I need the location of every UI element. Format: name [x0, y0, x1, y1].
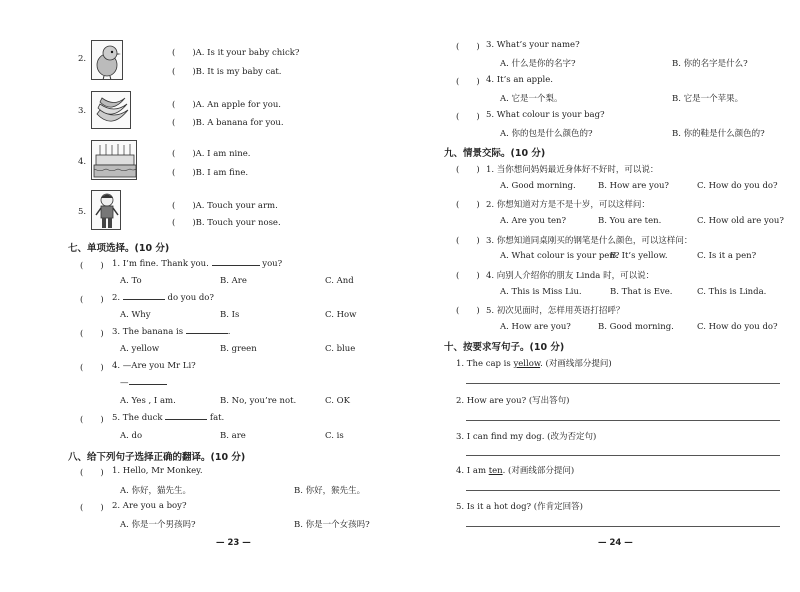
question-8-3: 3. What’s your name? — [486, 40, 580, 50]
chick-icon — [91, 40, 123, 80]
item-number: 4. — [78, 157, 87, 167]
answer-paren: ( ) — [80, 415, 104, 425]
answer-paren: ( ) — [456, 112, 480, 122]
option-a: A. Why — [120, 310, 151, 320]
option-b: B. It’s yellow. — [610, 251, 668, 261]
reply-line: — — [120, 378, 167, 388]
answer-line[interactable] — [466, 526, 780, 527]
page-number: — 23 — — [216, 538, 251, 548]
answer-line[interactable] — [466, 455, 780, 456]
option-b: B. green — [220, 344, 257, 354]
question-9-1: 1. 当你想问妈妈最近身体好不好时，可以说： — [486, 165, 659, 175]
question-10-5: 5. Is it a hot dog? (作肯定回答) — [456, 502, 583, 512]
boy-icon — [91, 190, 121, 230]
section-7-title: 七、单项选择。(10 分) — [68, 243, 170, 254]
option-b: ( )B. I am fine. — [172, 168, 249, 178]
option-c: C. This is Linda. — [697, 287, 767, 297]
option-a: A. Good morning. — [500, 181, 576, 191]
option-a: A. Yes , I am. — [120, 396, 176, 406]
question-7-4: 4. —Are you Mr Li? — [112, 361, 196, 371]
option-a: A. To — [120, 276, 142, 286]
option-a: A. This is Miss Liu. — [500, 287, 582, 297]
cake-icon — [91, 140, 137, 180]
option-c: C. And — [325, 276, 354, 286]
page-number: — 24 — — [598, 538, 633, 548]
option-a: A. 你好，猫先生。 — [120, 486, 192, 496]
question-10-1: 1. The cap is yellow. (对画线部分提问) — [456, 359, 612, 369]
question-9-3: 3. 你想知道同桌刚买的钢笔是什么颜色，可以这样问： — [486, 236, 693, 246]
question-8-2: 2. Are you a boy? — [112, 501, 187, 511]
question-10-3: 3. I can find my dog. (改为否定句) — [456, 432, 597, 442]
question-7-5: 5. The duck fat. — [112, 413, 225, 423]
question-8-5: 5. What colour is your bag? — [486, 110, 605, 120]
answer-paren: ( ) — [456, 271, 480, 281]
option-a: ( )A. An apple for you. — [172, 100, 282, 110]
answer-paren: ( ) — [80, 329, 104, 339]
option-c: C. OK — [325, 396, 350, 406]
option-b: ( )B. A banana for you. — [172, 118, 284, 128]
option-b: B. 你的名字是什么? — [672, 59, 748, 69]
option-c: C. is — [325, 431, 344, 441]
answer-paren: ( ) — [80, 363, 104, 373]
option-b: B. That is Eve. — [610, 287, 673, 297]
option-c: C. How — [325, 310, 357, 320]
option-c: C. How do you do? — [697, 181, 778, 191]
option-a: A. yellow — [120, 344, 160, 354]
option-c: C. Is it a pen? — [697, 251, 757, 261]
option-a: ( )A. I am nine. — [172, 149, 251, 159]
option-b: B. are — [220, 431, 246, 441]
option-a: A. 你的包是什么颜色的? — [500, 129, 593, 139]
answer-paren: ( ) — [456, 236, 480, 246]
option-b: B. 你的鞋是什么颜色的? — [672, 129, 765, 139]
option-a: ( )A. Touch your arm. — [172, 201, 278, 211]
answer-paren: ( ) — [456, 306, 480, 316]
question-9-2: 2. 你想知道对方是不是十岁，可以这样问： — [486, 200, 650, 210]
answer-paren: ( ) — [456, 77, 480, 87]
option-b: B. How are you? — [598, 181, 669, 191]
option-b: B. Is — [220, 310, 240, 320]
section-9-title: 九、情景交际。(10 分) — [444, 148, 546, 159]
option-b: B. 它是一个苹果。 — [672, 94, 744, 104]
answer-line[interactable] — [466, 490, 780, 491]
answer-paren: ( ) — [456, 200, 480, 210]
option-b: B. Good morning. — [598, 322, 674, 332]
answer-paren: ( ) — [456, 165, 480, 175]
banana-icon — [91, 91, 131, 129]
question-7-3: 3. The banana is . — [112, 327, 231, 337]
answer-line[interactable] — [466, 420, 780, 421]
question-8-4: 4. It’s an apple. — [486, 75, 553, 85]
question-9-4: 4. 向别人介绍你的朋友 Linda 时，可以说： — [486, 271, 655, 281]
answer-paren: ( ) — [80, 468, 104, 478]
question-7-1: 1. I’m fine. Thank you. you? — [112, 259, 283, 269]
option-c: C. blue — [325, 344, 356, 354]
option-a: A. Are you ten? — [500, 216, 567, 226]
question-10-2: 2. How are you? (写出答句) — [456, 396, 570, 406]
option-c: C. How old are you? — [697, 216, 784, 226]
option-a: A. do — [120, 431, 143, 441]
option-b: B. No, you’re not. — [220, 396, 297, 406]
answer-paren: ( ) — [80, 261, 104, 271]
option-b: B. You are ten. — [598, 216, 662, 226]
option-a: A. 什么是你的名字? — [500, 59, 576, 69]
question-10-4: 4. I am ten. (对画线部分提问) — [456, 466, 575, 476]
answer-paren: ( ) — [80, 503, 104, 513]
answer-line[interactable] — [466, 383, 780, 384]
option-c: C. How do you do? — [697, 322, 778, 332]
option-b: B. 你好，猴先生。 — [294, 486, 366, 496]
item-number: 5. — [78, 207, 87, 217]
item-number: 3. — [78, 106, 87, 116]
section-10-title: 十、按要求写句子。(10 分) — [444, 342, 565, 353]
question-8-1: 1. Hello, Mr Monkey. — [112, 466, 203, 476]
section-8-title: 八、给下列句子选择正确的翻译。(10 分) — [68, 452, 246, 463]
option-a: A. 它是一个梨。 — [500, 94, 563, 104]
option-b: B. Are — [220, 276, 247, 286]
answer-paren: ( ) — [456, 42, 480, 52]
item-number: 2. — [78, 54, 87, 64]
option-a: A. What colour is your pen? — [500, 251, 620, 261]
option-b: ( )B. Touch your nose. — [172, 218, 281, 228]
answer-paren: ( ) — [80, 295, 104, 305]
option-a: A. 你是一个男孩吗? — [120, 520, 196, 530]
option-b: B. 你是一个女孩吗? — [294, 520, 370, 530]
option-a: A. How are you? — [500, 322, 571, 332]
option-b: ( )B. It is my baby cat. — [172, 67, 282, 77]
question-7-2: 2. do you do? — [112, 293, 214, 303]
question-9-5: 5. 初次见面时，怎样用英语打招呼？ — [486, 306, 625, 316]
option-a: ( )A. Is it your baby chick? — [172, 48, 300, 58]
